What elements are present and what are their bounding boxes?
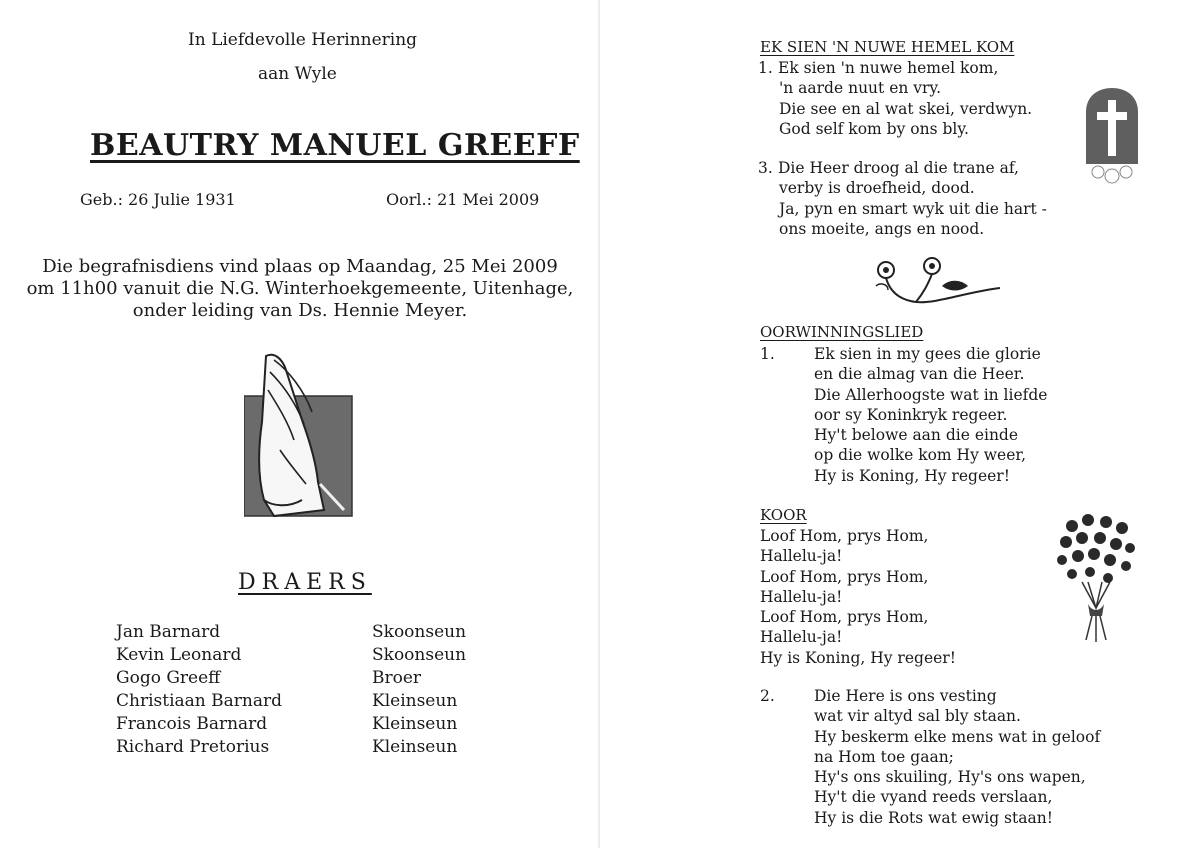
- bearer-relation: Kleinseun: [372, 737, 458, 757]
- bearer-relation: Skoonseun: [372, 645, 467, 665]
- verse-line: Hy is die Rots wat ewig staan!: [814, 808, 1053, 827]
- bearers-title: DRAERS: [238, 570, 372, 595]
- chorus: [760, 526, 956, 668]
- cross-icon: [1084, 86, 1140, 190]
- header-line-2: aan Wyle: [258, 64, 337, 84]
- verse-line: Die Here is ons vesting: [814, 687, 997, 705]
- verse-line: ons moeite, angs en nood.: [779, 219, 985, 238]
- verse-line: Hy't belowe aan die einde: [814, 426, 1019, 445]
- verse-number: 1.: [758, 59, 773, 77]
- verse-line: na Hom toe gaan;: [814, 747, 954, 766]
- verse-line: Ja, pyn en smart wyk uit die hart -: [779, 199, 1047, 218]
- chorus-line: Loof Hom, prys Hom,: [760, 608, 929, 627]
- verse-line: Hy beskerm elke mens wat in geloof: [814, 727, 1101, 746]
- header-line-1: In Liefdevolle Herinnering: [188, 30, 418, 50]
- hymn2-verse1: [760, 344, 1047, 486]
- hymn1-verse3: [758, 158, 1047, 239]
- bearer-name: Kevin Leonard: [116, 645, 242, 665]
- bearer-relation: Skoonseun: [372, 622, 467, 642]
- verse-line: Hy's ons skuiling, Hy's ons wapen,: [814, 768, 1086, 787]
- bearer-name: Richard Pretorius: [116, 737, 270, 757]
- chorus-line: Hallelu-ja!: [760, 628, 843, 647]
- verse-number: 3.: [758, 159, 773, 177]
- rose-bouquet-icon: [1052, 512, 1144, 648]
- bearers-names: [116, 621, 282, 759]
- verse-line: en die almag van die Heer.: [814, 365, 1025, 384]
- bearer-name: Jan Barnard: [116, 622, 221, 642]
- bearer-relation: Kleinseun: [372, 691, 458, 711]
- verse-line: verby is droefheid, dood.: [779, 179, 975, 198]
- verse-line: Ek sien 'n nuwe hemel kom,: [778, 59, 999, 77]
- verse-line: Hy't die vyand reeds verslaan,: [814, 788, 1053, 807]
- chorus-line: Hy is Koning, Hy regeer!: [760, 648, 956, 667]
- hymn2-verse2: [760, 686, 1100, 828]
- chorus-line: Loof Hom, prys Hom,: [760, 567, 929, 586]
- chorus-title: KOOR: [760, 506, 807, 524]
- hymn1-verse1: [758, 58, 1032, 139]
- service-line: om 11h00 vanuit die N.G. Winterhoekgemeente, Uitenhage,: [26, 278, 574, 299]
- chorus-line: Loof Hom, prys Hom,: [760, 527, 929, 545]
- verse-number: 2.: [760, 687, 775, 705]
- bearer-relation: Broer: [372, 668, 422, 688]
- right-page: [600, 0, 1200, 848]
- hymn1-title: EK SIEN 'N NUWE HEMEL KOM: [760, 38, 1015, 56]
- verse-line: oor sy Koninkryk regeer.: [814, 405, 1008, 424]
- hymn2-title: OORWINNINGSLIED: [760, 323, 924, 341]
- verse-number: 1.: [760, 345, 775, 363]
- birth-date: Geb.: 26 Julie 1931: [80, 190, 236, 209]
- service-line: Die begrafnisdiens vind plaas op Maandag, 25 Mei 2009: [42, 256, 558, 277]
- verse-line: wat vir altyd sal bly staan.: [814, 707, 1021, 726]
- verse-line: Hy is Koning, Hy regeer!: [814, 466, 1010, 485]
- bearers-relations: [372, 621, 466, 759]
- deceased-name: BEAUTRY MANUEL GREEFF: [90, 128, 580, 163]
- chorus-line: Hallelu-ja!: [760, 547, 843, 566]
- verse-line: God self kom by ons bly.: [779, 119, 969, 138]
- flowers-icon: [866, 256, 1002, 312]
- chorus-line: Hallelu-ja!: [760, 587, 843, 606]
- verse-line: Die Allerhoogste wat in liefde: [814, 385, 1048, 404]
- verse-line: Die Heer droog al die trane af,: [778, 159, 1019, 177]
- praying-hands-icon: [244, 350, 354, 522]
- bearer-name: Christiaan Barnard: [116, 691, 282, 711]
- verse-line: Die see en al wat skei, verdwyn.: [779, 99, 1033, 118]
- bearer-relation: Kleinseun: [372, 714, 458, 734]
- death-date: Oorl.: 21 Mei 2009: [386, 190, 540, 209]
- verse-line: Ek sien in my gees die glorie: [814, 345, 1041, 363]
- verse-line: 'n aarde nuut en vry.: [779, 79, 942, 98]
- service-line: onder leiding van Ds. Hennie Meyer.: [132, 300, 468, 321]
- bearer-name: Gogo Greeff: [116, 668, 221, 688]
- verse-line: op die wolke kom Hy weer,: [814, 446, 1027, 465]
- bearer-name: Francois Barnard: [116, 714, 268, 734]
- service-details: [0, 256, 600, 322]
